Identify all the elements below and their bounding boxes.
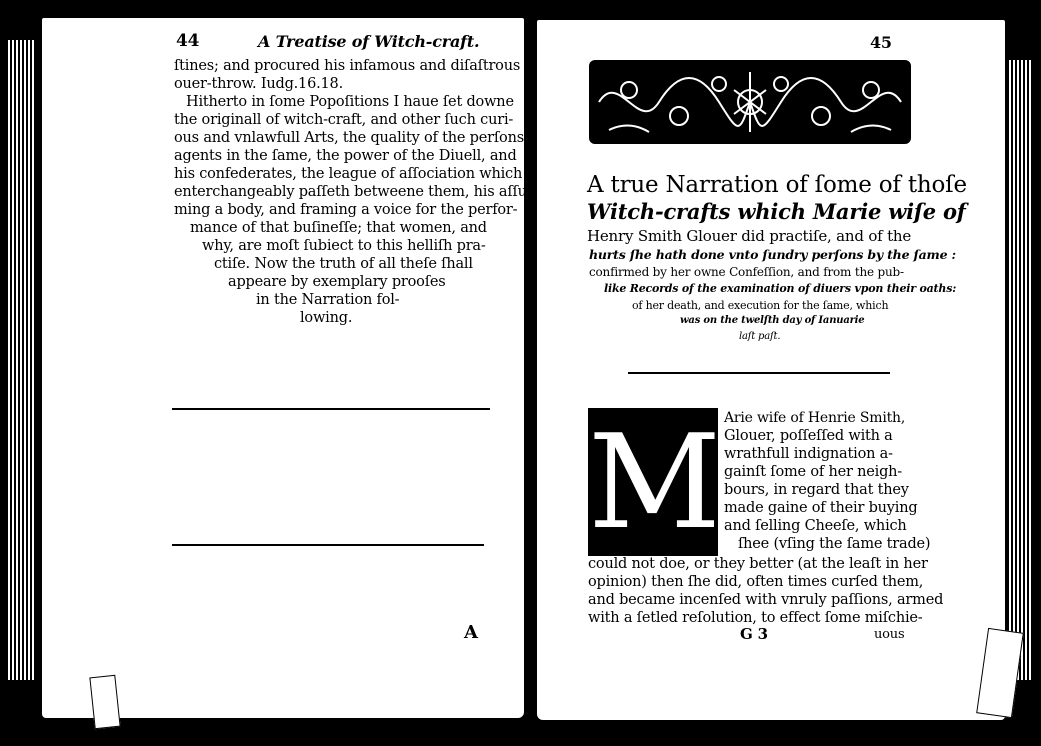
drop-cap-letter: M <box>588 406 722 558</box>
catchword-right: uous <box>874 627 905 642</box>
page-number-right: 45 <box>870 33 892 52</box>
book-fore-edge-left <box>6 40 36 680</box>
body-line: and ſelling Cheeſe, which <box>724 518 907 534</box>
body-line: bours, in regard that they <box>724 482 909 498</box>
title-line: was on the twelſth day of Ianuarie <box>680 315 865 326</box>
left-line: mance of that buſineſſe; that women, and <box>190 220 487 236</box>
catchword-left: A <box>464 622 478 643</box>
left-line: his confederates, the league of aſſociation which <box>174 166 523 182</box>
left-line: appeare by exemplary prooſes <box>228 274 446 290</box>
body-line: made gaine of their buying <box>724 500 918 516</box>
left-line: ſtines; and procured his infamous and diſaſtrous <box>174 58 521 74</box>
left-line: the originall of witch-craft, and other ſuch curi- <box>174 112 514 128</box>
body-line: wrathfull indignation a- <box>724 446 893 462</box>
running-head: A Treatise of Witch-craft. <box>258 32 480 51</box>
left-line: why, are moſt ſubiect to this helliſh pra- <box>202 238 486 254</box>
title-line: like Records of the examination of diuers vpon their oaths: <box>604 282 957 295</box>
horizontal-rule <box>172 408 490 410</box>
horizontal-rule <box>172 544 484 546</box>
page-number-left: 44 <box>176 31 200 51</box>
signature-mark: G 3 <box>740 625 768 643</box>
floral-ornament-icon <box>589 60 911 144</box>
title-line: Henry Smith Glouer did practiſe, and of the <box>587 227 912 245</box>
title-line: hurts ſhe hath done vnto ſundry perſons by the ſame : <box>589 247 956 262</box>
title-line: of her death, and execution for the ſame, which <box>632 299 889 312</box>
book-fore-edge-right <box>1007 60 1031 680</box>
left-line: agents in the ſame, the power of the Diuell, and <box>174 148 517 164</box>
left-line: ming a body, and framing a voice for the perfor- <box>174 202 518 218</box>
body-line: gainſt ſome of her neigh- <box>724 464 902 480</box>
decorative-headpiece <box>589 60 911 144</box>
body-line: could not doe, or they better (at the leaſt in her <box>588 556 928 572</box>
left-line: ouer-throw. Iudg.16.18. <box>174 76 343 92</box>
left-line: ous and vnlawfull Arts, the quality of the perſons <box>174 130 524 146</box>
body-line: with a ſetled reſolution, to effect ſome miſchie- <box>588 610 923 626</box>
body-line: and became incenſed with vnruly paſſions, armed <box>588 592 944 608</box>
left-line: ctiſe. Now the truth of all theſe ſhall <box>214 256 473 272</box>
title-line: confirmed by her owne Confeſſion, and from the pub- <box>589 265 904 279</box>
body-line: Glouer, poſſeſſed with a <box>724 428 893 444</box>
title-line: A true Narration of ſome of thoſe <box>587 172 967 198</box>
left-line: lowing. <box>300 310 353 326</box>
drop-cap-initial <box>588 406 722 558</box>
left-line: enterchangeably paſſeth betweene them, his aſſu- <box>174 184 532 200</box>
left-line: in the Narration fol- <box>256 292 400 308</box>
horizontal-rule <box>628 372 890 374</box>
body-line: opinion) then ſhe did, often times curſed them, <box>588 574 924 590</box>
paper-tab <box>89 675 120 729</box>
title-line: laſt paſt. <box>739 331 781 342</box>
title-line: Witch-crafts which Marie wiſe of <box>587 199 966 224</box>
body-line: Arie wife of Henrie Smith, <box>724 410 906 426</box>
left-line: Hitherto in ſome Popoſitions I haue ſet downe <box>186 94 514 110</box>
body-line: ſhee (vſing the ſame trade) <box>738 536 931 552</box>
